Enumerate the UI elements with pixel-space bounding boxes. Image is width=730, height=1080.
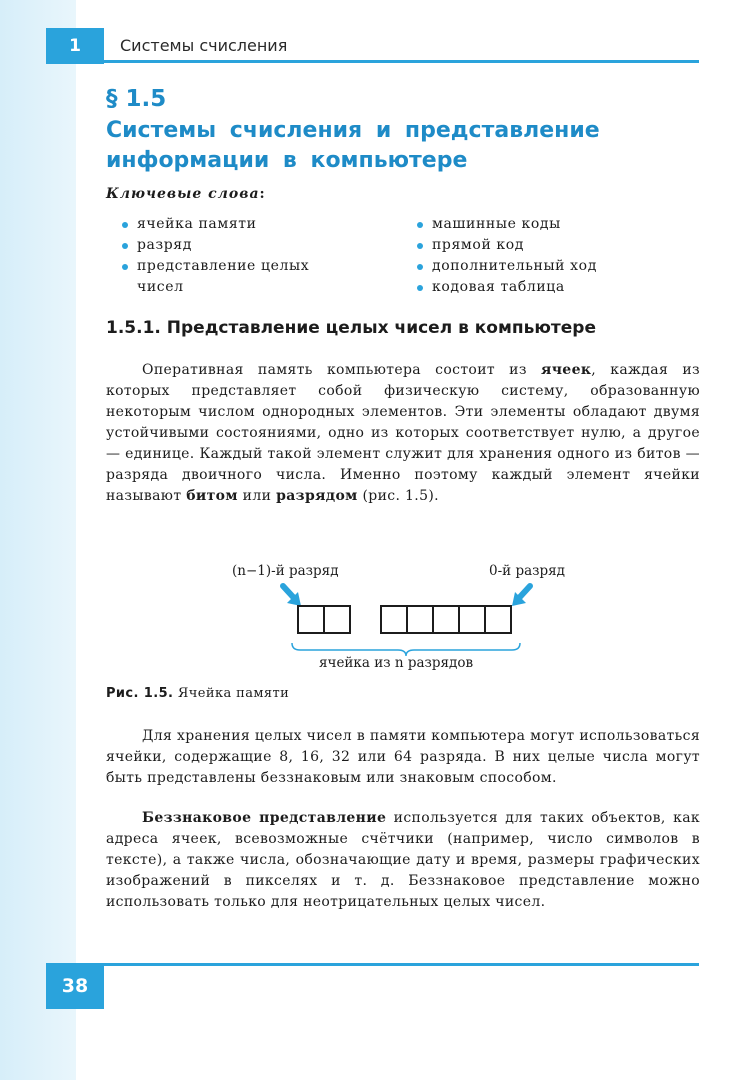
keyword-text: прямой код (432, 237, 525, 253)
header-rule (46, 60, 699, 63)
paragraph-unsigned (106, 808, 700, 913)
section-title: Системы счисления и представление информации в компьютере (106, 118, 600, 173)
keyword-item (413, 214, 673, 235)
paragraph-text: (рис. 1.5). (357, 488, 439, 504)
section-number: § 1.5 (106, 86, 167, 112)
term-cells: ячеек (541, 362, 592, 378)
paragraph-integer-storage: Для хранения целых чисел в памяти компьютера могут использоваться ячейки, содержащие 8, 16, 32 или 64 разряда. В них целые числа могут быть представлены беззнаковым или знаковым способом. (106, 728, 700, 786)
term-bit: битом (186, 488, 238, 504)
brace-icon (292, 643, 520, 656)
keyword-item (118, 235, 358, 256)
bullet-icon (122, 222, 128, 228)
label-lsb: 0-й разряд (489, 563, 565, 579)
label-cell-size: ячейка из n разрядов (319, 655, 474, 671)
arrow-right-icon (512, 586, 530, 606)
keyword-text: ячейка памяти (137, 216, 257, 232)
bullet-icon (417, 222, 423, 228)
keyword-item (413, 256, 673, 277)
keyword-text: разряд (137, 237, 192, 253)
subsection-title: 1.5.1. Представление целых чисел в компьютере (106, 318, 596, 338)
keywords-list-left (118, 214, 358, 298)
paragraph-text: , каждая из которых представляет собой физическую систему, образованную некоторым числом однородных элементов. Эти элементы обладают двумя устойчивыми состояниями, одно из которых соответствует нулю, а другое — единице. Каждый такой элемент служит для хранения одного из битов — разряда двоичного числа. Именно поэтому каждый элемент ячейки называют (106, 362, 700, 504)
page-margin-strip (0, 0, 76, 1080)
caption-label: Рис. 1.5. (106, 686, 174, 701)
bit-group-left (298, 606, 350, 633)
keywords-heading-text: Ключевые слова (106, 186, 260, 202)
paragraph-text: используется для таких объектов, как адреса ячеек, всевозможные счётчики (например, число символов в тексте), а также числа, обозначающие дату и время, размеры графических изображений в пикселях и т. д. Беззнаковое представление можно использовать только для неотрицательных целых чисел. (106, 810, 700, 910)
keyword-text: машинные коды (432, 216, 561, 232)
footer-rule (46, 963, 699, 966)
page-number: 38 (46, 963, 104, 1009)
keyword-item (413, 277, 673, 298)
keyword-text: кодовая таблица (432, 279, 565, 295)
bullet-icon (122, 243, 128, 249)
bit-group-right (381, 606, 511, 633)
caption-text: Ячейка памяти (173, 686, 290, 701)
keyword-text: дополнительный ход (432, 258, 597, 274)
keyword-item (118, 214, 358, 235)
running-header-title: Системы счисления (120, 36, 288, 55)
keyword-item (413, 235, 673, 256)
keywords-list-right (413, 214, 673, 298)
paragraph-memory-cells (106, 360, 700, 507)
chapter-number-tab: 1 (46, 28, 104, 64)
label-msb: (n−1)-й разряд (232, 563, 339, 579)
keyword-item (118, 256, 347, 298)
keywords-heading-colon: : (259, 186, 266, 202)
paragraph-text: Оперативная память компьютера состоит из (142, 362, 542, 378)
paragraph-text: или (237, 488, 277, 504)
keyword-text: представление целых чисел (137, 258, 310, 295)
arrow-left-icon (283, 586, 301, 606)
term-digit: разрядом (276, 488, 358, 504)
term-unsigned: Беззнаковое представление (142, 810, 387, 826)
keywords-heading (106, 186, 266, 202)
bullet-icon (417, 264, 423, 270)
figure-caption (106, 686, 289, 701)
bullet-icon (417, 285, 423, 291)
bullet-icon (417, 243, 423, 249)
bullet-icon (122, 264, 128, 270)
